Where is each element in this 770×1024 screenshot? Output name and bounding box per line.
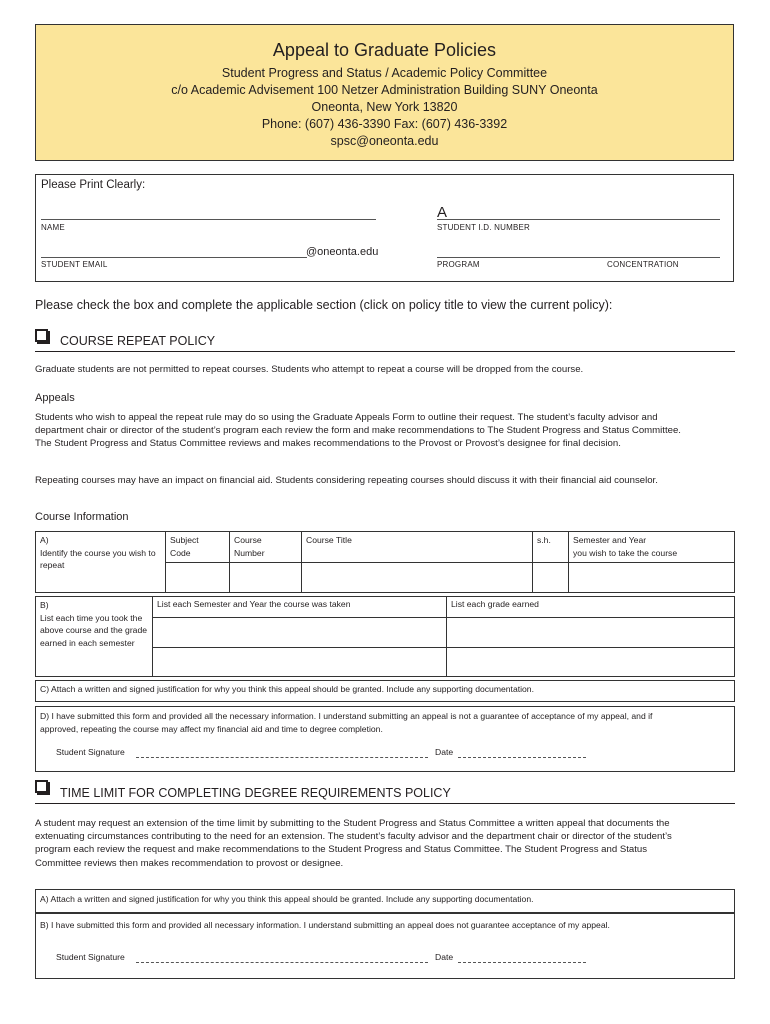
repeat-date-field[interactable] xyxy=(458,757,586,758)
time-limit-date-label: Date xyxy=(435,952,454,962)
sh-header: s.h. xyxy=(532,531,569,563)
email-line[interactable]: spsc@oneonta.edu xyxy=(330,134,439,148)
time-limit-signature-label: Student Signature xyxy=(56,952,125,962)
repeat-policy-checkbox[interactable] xyxy=(35,329,48,342)
semester-input[interactable] xyxy=(568,562,735,593)
time-limit-title[interactable]: TIME LIMIT FOR COMPLETING DEGREE REQUIREMENTS POLICY xyxy=(60,786,451,800)
repeat-policy-title[interactable]: COURSE REPEAT POLICY xyxy=(60,334,216,348)
semester-taken-header: List each Semester and Year the course was taken xyxy=(152,596,447,618)
repeat-acknowledgment-text: D) I have submitted this form and provided all the necessary information. I understand submitting an appeal is not a guarantee of acceptance of my appeal, and if approved, repeating the course may affect my financial aid and time to degree completion. xyxy=(40,711,653,734)
time-limit-divider xyxy=(35,803,735,804)
repeat-attach-justification: C) Attach a written and signed justification for why you think this appeal should be granted. Include any supporting documentation. xyxy=(35,680,735,702)
city-line: Oneonta, New York 13820 xyxy=(311,100,458,114)
time-limit-attach-justification: A) Attach a written and signed justification for why you think this appeal should be granted. Include any supporting documentation. xyxy=(35,889,735,913)
program-label: PROGRAM xyxy=(437,260,480,269)
appeals-heading: Appeals xyxy=(35,392,75,404)
repeat-acknowledgment-box xyxy=(35,706,735,772)
name-field[interactable] xyxy=(41,219,376,220)
time-limit-date-field[interactable] xyxy=(458,962,586,963)
committee-line: Student Progress and Status / Academic Policy Committee xyxy=(221,66,548,80)
time-limit-acknowledgment-text: B) I have submitted this form and provided all necessary information. I understand submitting an appeal does not guarantee acceptance of my appeal. xyxy=(40,920,610,930)
id-prefix: A xyxy=(437,204,448,221)
semester-header: Semester and Year you wish to take the course xyxy=(568,531,735,563)
print-clearly-label: Please Print Clearly: xyxy=(41,179,146,191)
instruction-text: Please check the box and complete the applicable section (click on policy title to view the current policy): xyxy=(35,298,613,312)
sh-input[interactable] xyxy=(532,562,569,593)
grade-earned-input-2[interactable] xyxy=(446,647,735,677)
appeals-text: Students who wish to appeal the repeat rule may do so using the Graduate Appeals Form to outline their request. The student’s faculty advisor and department chair or director of the student’s program each review the form and make recommendations to The Student Progress and Status Committee. The Student Progress and Status Committee reviews and makes recommendations to the Provost or Provost’s designee for final decision. xyxy=(35,412,681,450)
course-title-input[interactable] xyxy=(301,562,533,593)
subject-code-header: Subject Code xyxy=(165,531,230,563)
repeat-signature-field[interactable] xyxy=(136,757,428,758)
repeat-signature-label: Student Signature xyxy=(56,747,125,757)
student-id-field[interactable] xyxy=(437,219,720,220)
course-number-input[interactable] xyxy=(229,562,302,593)
course-info-heading: Course Information xyxy=(35,511,129,523)
table-a-label: A) Identify the course you wish to repeat xyxy=(35,531,166,593)
form-title: Appeal to Graduate Policies xyxy=(272,40,497,60)
repeat-intro: Graduate students are not permitted to repeat courses. Students who attempt to repeat a course will be dropped from the course. xyxy=(35,364,584,375)
phone-line: Phone: (607) 436-3390 Fax: (607) 436-3392 xyxy=(261,117,508,131)
subject-code-input[interactable] xyxy=(165,562,230,593)
time-limit-signature-field[interactable] xyxy=(136,962,428,963)
grade-earned-header: List each grade earned xyxy=(446,596,735,618)
concentration-label: CONCENTRATION xyxy=(607,260,679,269)
course-title-header: Course Title xyxy=(301,531,533,563)
time-limit-checkbox[interactable] xyxy=(35,780,48,793)
address-line: c/o Academic Advisement 100 Netzer Administration Building SUNY Oneonta xyxy=(171,83,598,97)
email-field[interactable] xyxy=(41,257,307,258)
course-number-header: Course Number xyxy=(229,531,302,563)
program-field[interactable] xyxy=(437,257,720,258)
repeat-divider xyxy=(35,351,735,352)
name-label: NAME xyxy=(41,223,65,232)
financial-aid-text: Repeating courses may have an impact on financial aid. Students considering repeating courses should discuss it with their financial aid counselor. xyxy=(35,475,658,486)
id-label: STUDENT I.D. NUMBER xyxy=(437,223,530,232)
email-label: STUDENT EMAIL xyxy=(41,260,108,269)
semester-taken-input-1[interactable] xyxy=(152,617,447,648)
student-info-box xyxy=(35,174,734,282)
grade-earned-input-1[interactable] xyxy=(446,617,735,648)
repeat-date-label: Date xyxy=(435,747,454,757)
time-limit-acknowledgment-box xyxy=(35,913,735,979)
header-box xyxy=(35,24,734,161)
time-limit-text: A student may request an extension of the time limit by submitting to the Student Progress and Status Committee a written appeal that documents the extenuating circumstances contributing to the need for an extension. The student’s faculty advisor and the department chair or director of the student’s program each review the request and make recommendations to the Student Progress and Status Committee. The Student Progress and Status Committee reviews then makes recommendation to provost or designee. xyxy=(35,818,672,869)
table-b-label: B) List each time you took the above course and the grade earned in each semester xyxy=(35,596,153,677)
email-domain: @oneonta.edu xyxy=(306,246,379,258)
semester-taken-input-2[interactable] xyxy=(152,647,447,677)
